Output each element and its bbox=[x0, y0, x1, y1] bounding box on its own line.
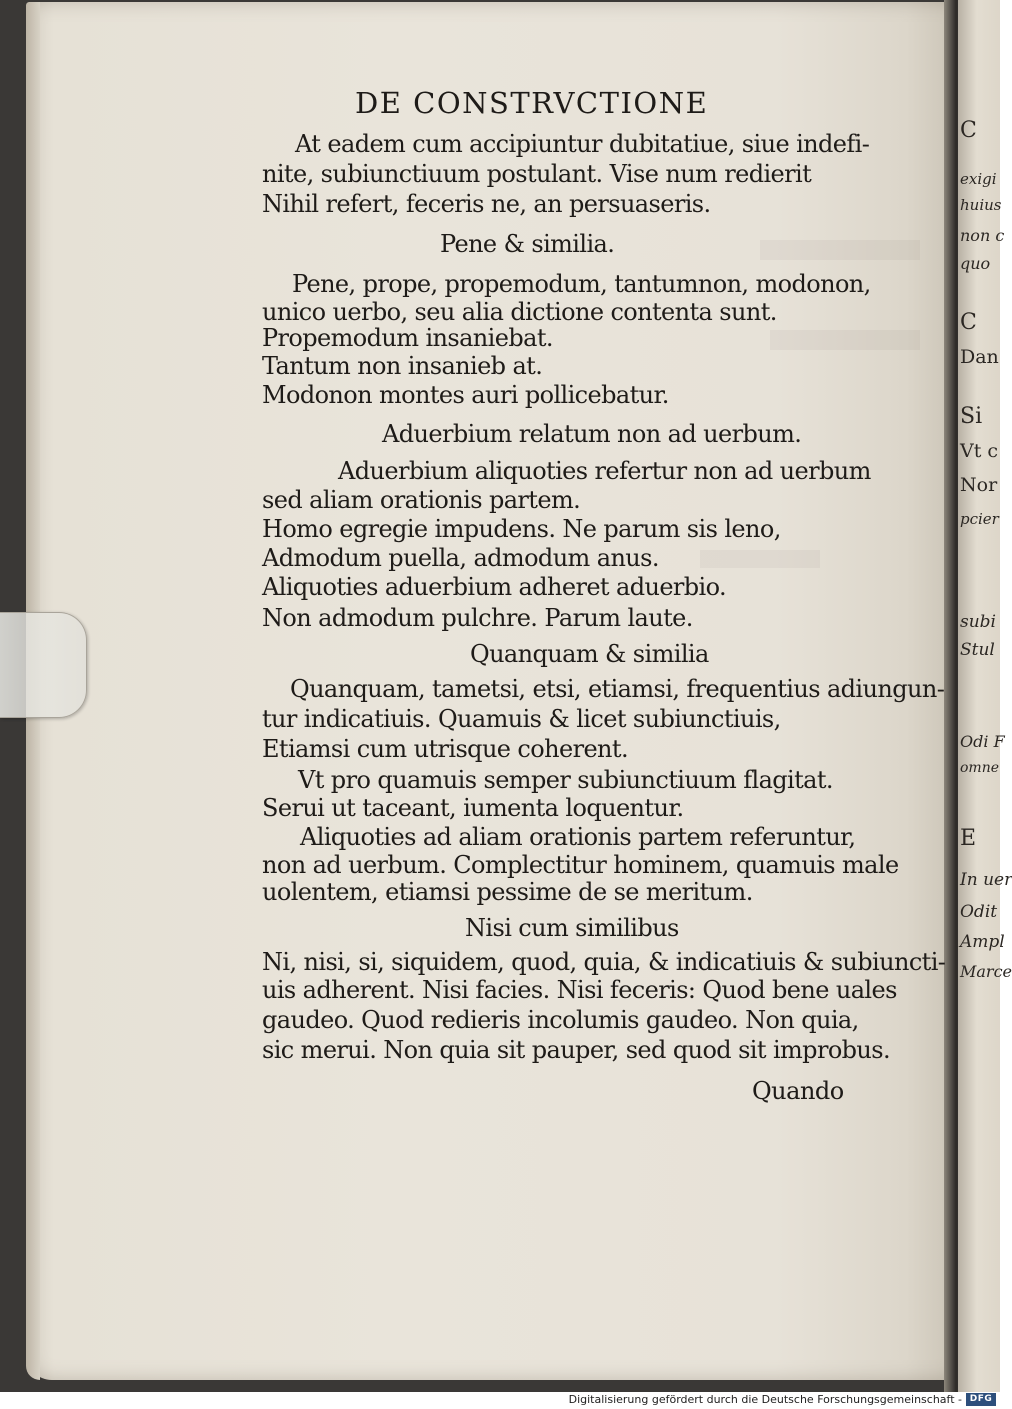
right-fragment: quo bbox=[960, 254, 991, 273]
text-line: At eadem cum accipiuntur dubitatiue, siue indefi- bbox=[295, 130, 870, 158]
text-line: Quanquam, tametsi, etsi, etiamsi, frequentius adiungun- bbox=[290, 675, 945, 703]
right-fragment: omne bbox=[960, 760, 1000, 776]
text-line: unico uerbo, seu alia dictione contenta sunt. bbox=[262, 298, 777, 326]
right-fragment: E bbox=[960, 826, 977, 851]
right-fragment: Odi F bbox=[960, 732, 1005, 751]
text-line: sic merui. Non quia sit pauper, sed quod sit improbus. bbox=[262, 1036, 891, 1064]
right-fragment: Si bbox=[960, 404, 983, 429]
text-line: Admodum puella, admodum anus. bbox=[262, 544, 659, 572]
page-clip-tab bbox=[0, 612, 87, 718]
section-heading: Aduerbium relatum non ad uerbum. bbox=[382, 420, 802, 448]
right-page-edge bbox=[958, 0, 1012, 1392]
right-fragment: huius bbox=[960, 196, 1002, 214]
text-line: Aduerbium aliquoties refertur non ad uerbum bbox=[338, 457, 871, 485]
section-heading: Nisi cum similibus bbox=[465, 914, 679, 942]
text-line: Etiamsi cum utrisque coherent. bbox=[262, 735, 628, 763]
text-line: Non admodum pulchre. Parum laute. bbox=[262, 604, 693, 632]
text-line: sed aliam orationis partem. bbox=[262, 486, 581, 514]
right-fragment: Dan bbox=[960, 346, 999, 368]
text-line: Nihil refert, feceris ne, an persuaseris. bbox=[262, 190, 711, 218]
text-line: Vt pro quamuis semper subiunctiuum flagitat. bbox=[298, 766, 833, 794]
right-fragment: C bbox=[960, 310, 977, 335]
right-fragment: exigi bbox=[960, 170, 997, 188]
text-line: uolentem, etiamsi pessime de se meritum. bbox=[262, 878, 753, 906]
right-fragment: C bbox=[960, 118, 977, 143]
text-line: Tantum non insanieb at. bbox=[262, 352, 543, 380]
text-line: Ni, nisi, si, siquidem, quod, quia, & indicatiuis & subiuncti- bbox=[262, 948, 946, 976]
text-line: Propemodum insaniebat. bbox=[262, 324, 553, 352]
text-line: Aliquoties aduerbium adheret aduerbio. bbox=[262, 573, 727, 601]
text-line: Pene, prope, propemodum, tantumnon, modonon, bbox=[292, 270, 871, 298]
text-line: Modonon montes auri pollicebatur. bbox=[262, 381, 669, 409]
text-line: Homo egregie impudens. Ne parum sis leno, bbox=[262, 515, 781, 543]
right-fragment: In uer bbox=[960, 870, 1012, 890]
footer bbox=[0, 1392, 1000, 1409]
text-line: Serui ut taceant, iumenta loquentur. bbox=[262, 794, 684, 822]
right-fragment: Ampl bbox=[960, 932, 1005, 952]
page-heading: DE CONSTRVCTIONE bbox=[355, 86, 709, 120]
right-fragment: subi bbox=[960, 612, 996, 632]
right-fragment: non c bbox=[960, 226, 1005, 245]
text-line: nite, subiunctiuum postulant. Vise num redierit bbox=[262, 160, 812, 188]
text-line: gaudeo. Quod redieris incolumis gaudeo. Non quia, bbox=[262, 1006, 859, 1034]
text-line: Aliquoties ad aliam orationis partem referuntur, bbox=[300, 823, 856, 851]
section-heading: Pene & similia. bbox=[440, 230, 615, 258]
text-line: non ad uerbum. Complectitur hominem, quamuis male bbox=[262, 851, 899, 879]
text-line: tur indicatiuis. Quamuis & licet subiunctiuis, bbox=[262, 705, 781, 733]
right-fragment: Marce bbox=[960, 962, 1012, 981]
bleed-through bbox=[700, 550, 820, 568]
section-heading: Quanquam & similia bbox=[470, 640, 709, 668]
text-line: uis adherent. Nisi facies. Nisi feceris: Quod bene uales bbox=[262, 976, 897, 1004]
bleed-through bbox=[770, 330, 920, 350]
right-fragment: Vt c bbox=[960, 440, 999, 462]
catchword: Quando bbox=[752, 1077, 844, 1105]
right-fragment: pcier bbox=[960, 510, 999, 528]
right-fragment: Stul bbox=[960, 640, 995, 660]
right-fragment: Nor bbox=[960, 474, 998, 496]
funding-credit: Digitalisierung gefördert durch die Deutsche Forschungsgemeinschaft - bbox=[568, 1393, 962, 1406]
dfg-logo-icon: DFG bbox=[966, 1393, 996, 1406]
bleed-through bbox=[760, 240, 920, 260]
right-fragment: Odit bbox=[960, 902, 998, 922]
